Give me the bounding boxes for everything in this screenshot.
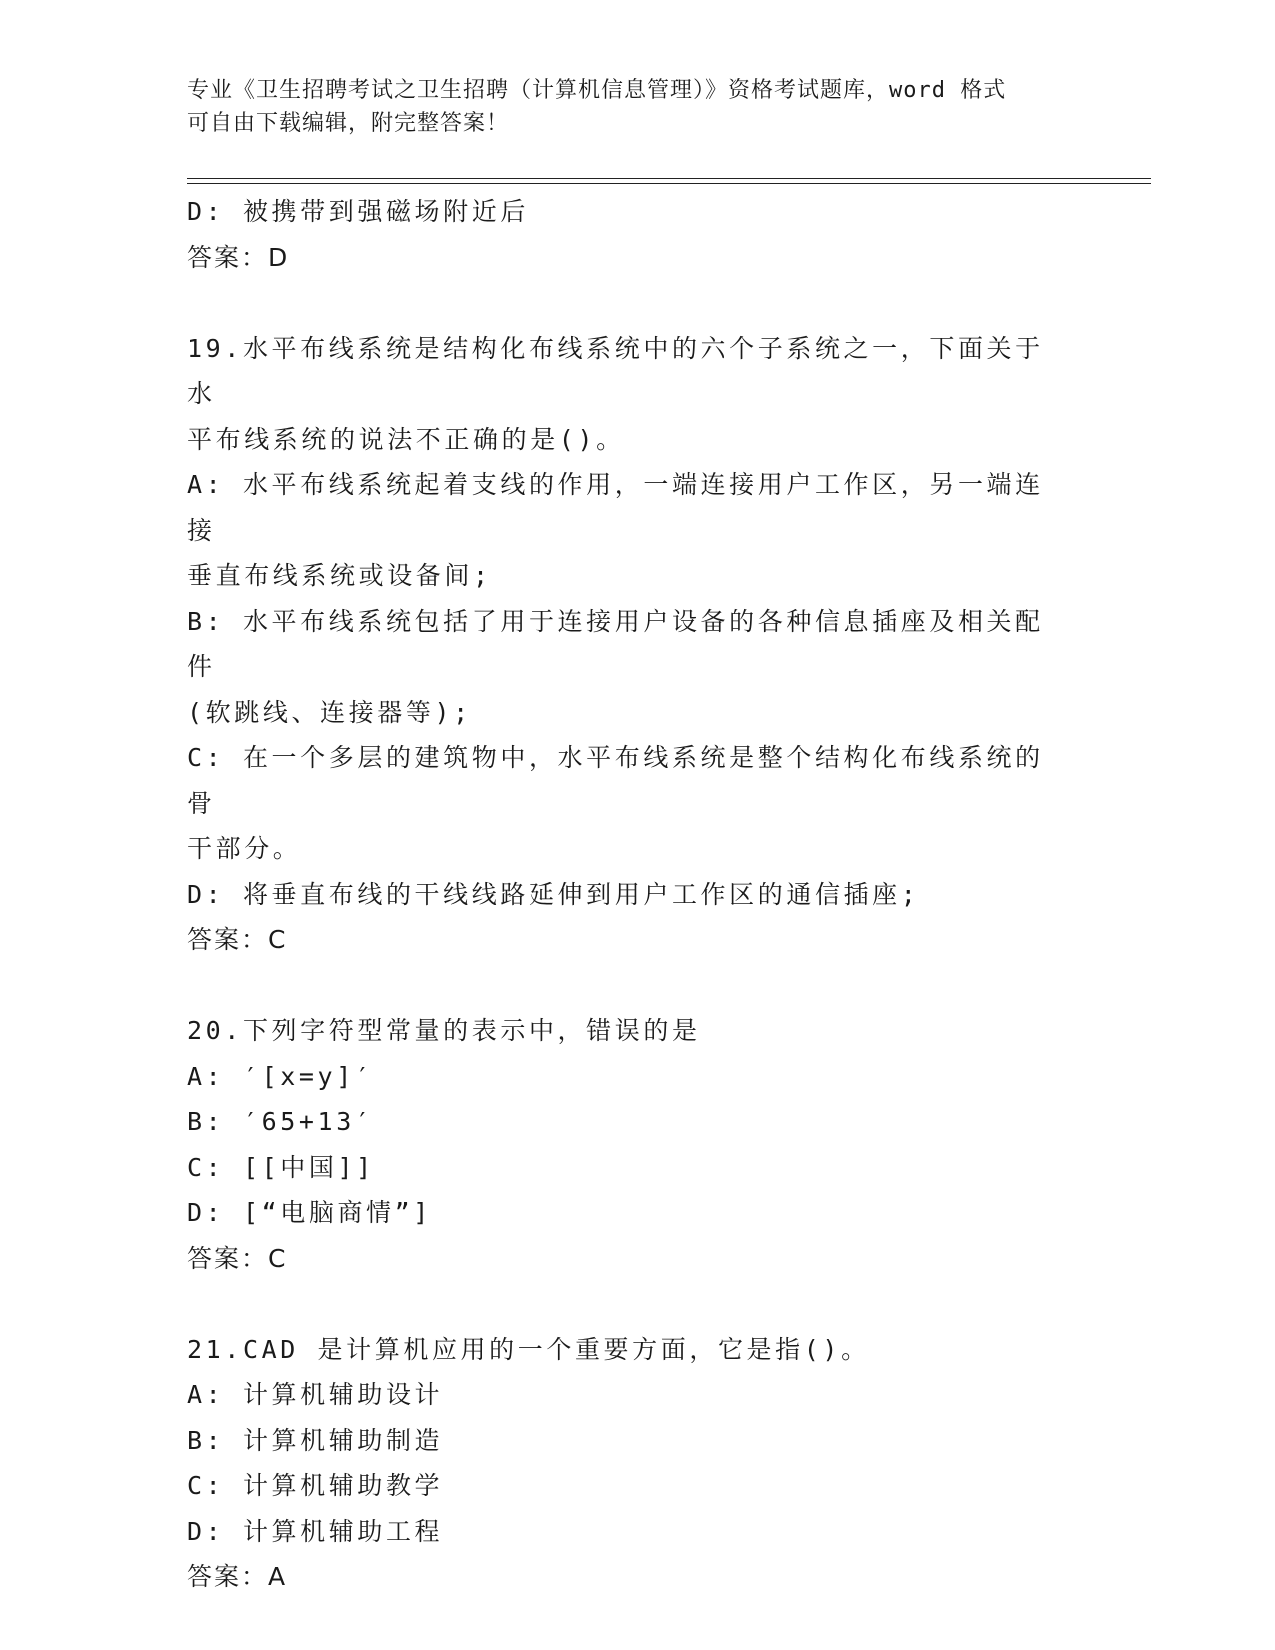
answer-line: 答案：D <box>187 242 290 272</box>
option-b: B: ′65+13′ <box>187 1107 374 1136</box>
option-c: C: [[中国]] <box>187 1152 375 1182</box>
option-d: D: [“电脑商情”] <box>187 1198 432 1227</box>
answer-line: 答案：A <box>187 1562 288 1591</box>
spacer <box>187 963 1067 1009</box>
option-d: D: 计算机辅助工程 <box>187 1516 444 1546</box>
header-divider-top <box>187 178 1151 179</box>
option-a-continued: 垂直布线系统或设备间; <box>187 561 492 590</box>
question-stem: 21.CAD 是计算机应用的一个重要方面，它是指()。 <box>187 1334 870 1364</box>
document-header <box>187 74 1087 140</box>
option-a: A: 水平布线系统起着支线的作用，一端连接用户工作区，另一端连接 <box>187 470 1044 545</box>
answer-line: 答案：C <box>187 925 288 954</box>
question-stem: 20.下列字符型常量的表示中，错误的是 <box>187 1016 701 1045</box>
option-c: C: 计算机辅助教学 <box>187 1471 444 1500</box>
question-stem: 19.水平布线系统是结构化布线系统中的六个子系统之一，下面关于水 <box>187 333 1044 408</box>
option-a: A: 计算机辅助设计 <box>187 1380 444 1409</box>
spacer <box>187 1281 1067 1327</box>
option-b: B: 水平布线系统包括了用于连接用户设备的各种信息插座及相关配件 <box>187 606 1044 681</box>
header-divider-bottom <box>187 183 1151 184</box>
question-21 <box>187 1327 1067 1600</box>
question-19 <box>187 326 1067 963</box>
option-d: D: 将垂直布线的干线线路延伸到用户工作区的通信插座; <box>187 879 920 909</box>
header-line-1: 专业《卫生招聘考试之卫生招聘（计算机信息管理）》资格考试题库，word 格式 <box>187 78 1007 103</box>
option-a: A: ′[x=y]′ <box>187 1061 374 1091</box>
header-line-2: 可自由下载编辑，附完整答案！ <box>187 111 510 136</box>
option-d: D: 被携带到强磁场附近后 <box>187 197 529 226</box>
question-content <box>187 189 1067 1600</box>
question-stem-continued: 平布线系统的说法不正确的是()。 <box>187 424 625 454</box>
spacer <box>187 280 1067 326</box>
option-c-continued: 干部分。 <box>187 834 302 863</box>
option-c: C: 在一个多层的建筑物中，水平布线系统是整个结构化布线系统的骨 <box>187 743 1044 818</box>
option-b: B: 计算机辅助制造 <box>187 1425 444 1455</box>
prev-question-block <box>187 189 1067 280</box>
question-20 <box>187 1008 1067 1281</box>
answer-line: 答案：C <box>187 1243 288 1273</box>
option-b-continued: (软跳线、连接器等); <box>187 697 472 727</box>
